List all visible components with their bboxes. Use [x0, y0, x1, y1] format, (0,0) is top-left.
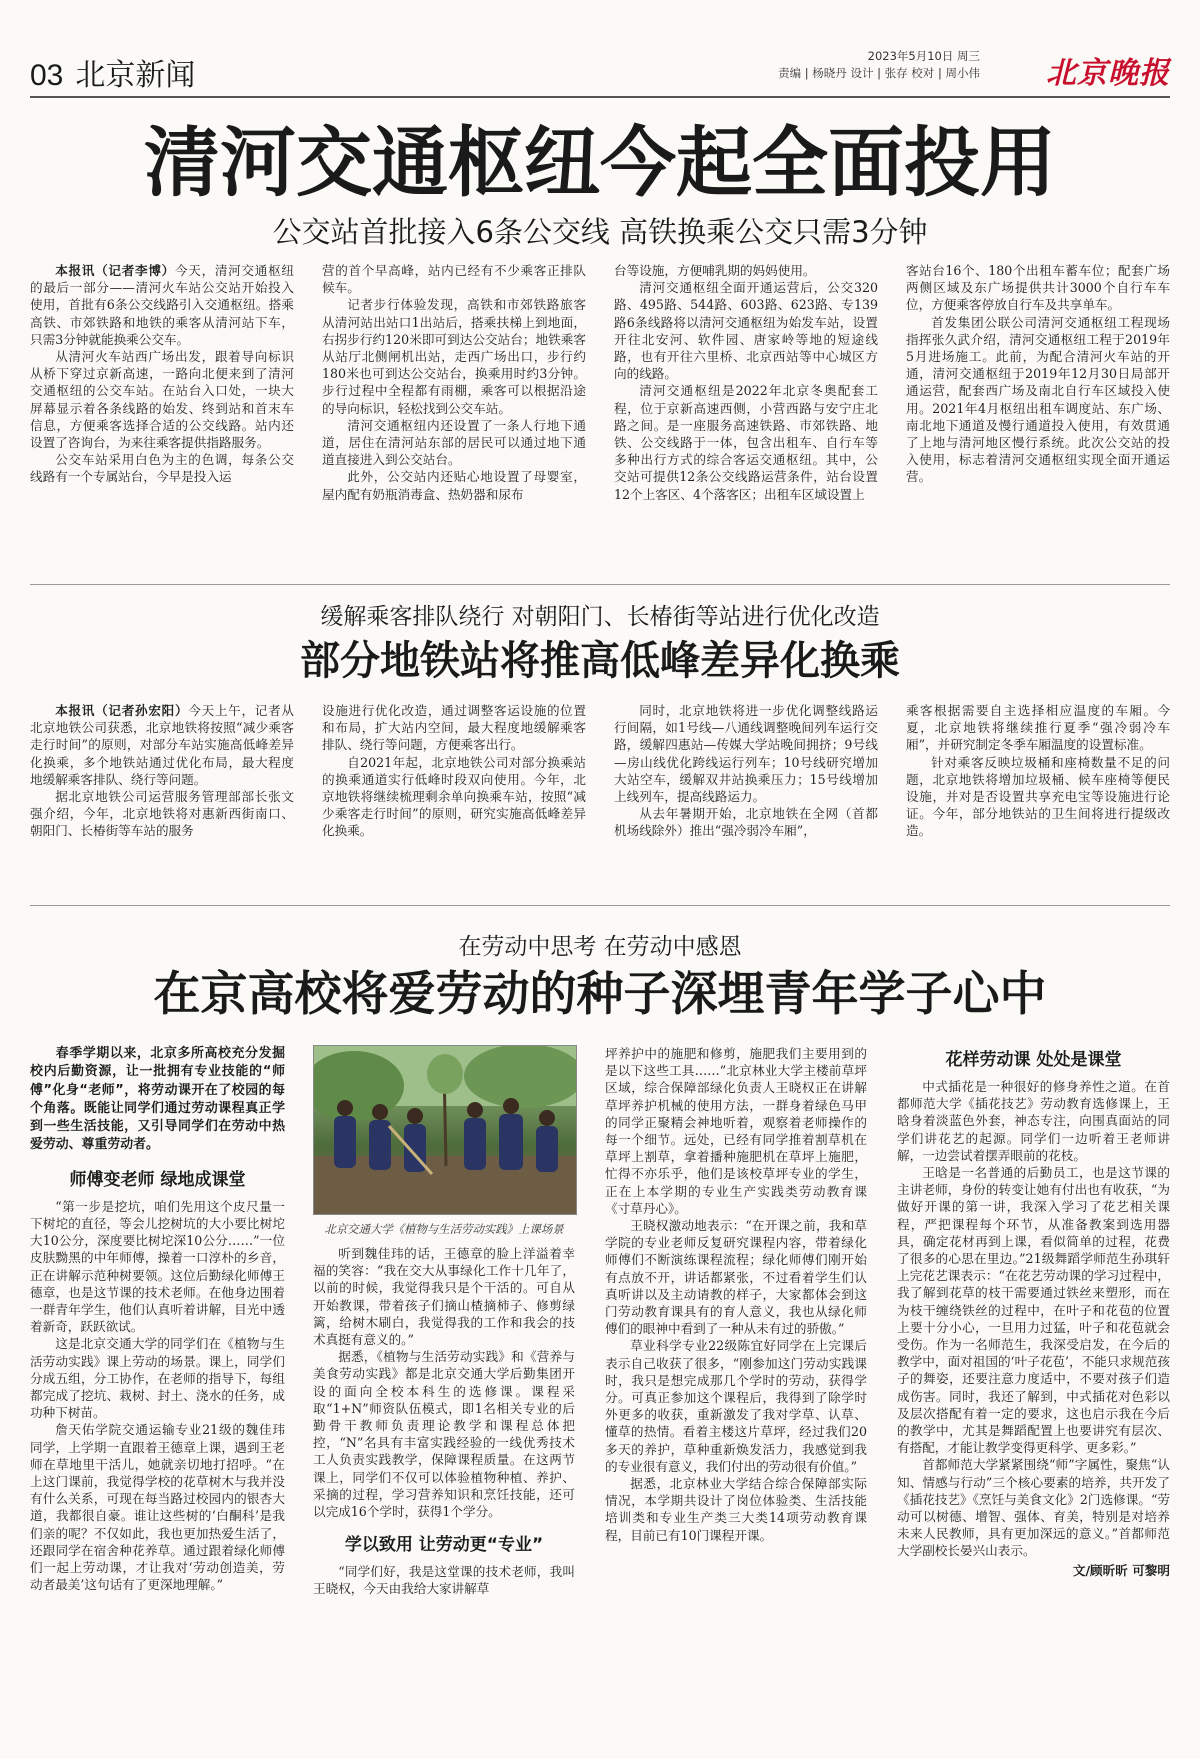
paragraph	[313, 1563, 575, 1597]
article1-column-2	[322, 262, 586, 567]
paragraph-text: 此外，公交站内还贴心地设置了母婴室，屋内配有奶瓶消毒盒、热奶器和尿布	[322, 469, 586, 502]
paragraph-text: 王晗是一名普通的后勤员工，也是这节课的主讲老师，身份的转变让她有付出也有收获，“为做好开课的第一讲，我深入学习了花艺相关课程，严把课程每个环节，从准备教案到选用器具，确定花材再到上课，看似简单的过程，花费了很多的心思在里边。”21级舞蹈学师范生孙琪轩上完花艺课表示：“在花艺劳动课的学习过程中，我了解到花草的枝干需要通过铁丝来塑形，而在为枝干缠绕铁丝的过程中，在叶子和花苞的位置上要十分小心，一旦用力过猛，叶子和花苞就会受伤。作为一名师范生，我深受启发，在今后的教学中，面对祖国的‘叶子花苞’，不能只求规范孩子的舞姿，还要注意力度适中，不要对孩子们造成伤害。同时，我还了解到，中式插花对色彩以及层次搭配有着一定的要求，这也启示我在今后的教学中，尤其是舞蹈配置上也要讲究有层次、有搭配，才能让教学变得更科学、更多彩。”	[897, 1165, 1170, 1456]
paragraph	[322, 754, 586, 840]
paragraph	[313, 1245, 575, 1348]
paragraph-text: 坪养护中的施肥和修剪，施肥我们主要用到的是以下这些工具……”北京林业大学主楼前草坪区域，综合保障部绿化负责人王晓权正在讲解草坪养护机械的使用方法，一群身着绿色马甲的同学正聚精会神地听着，观察着老师操作的每一个细节。远处，已经有同学推着割草机在草坪上割草，拿着播种施肥机在草坪上施肥，忙得不亦乐乎，他们是该校草坪专业的学生，正在上本学期的专业生产实践类劳动教育课《寸草丹心》。	[605, 1046, 867, 1216]
article3-column-2	[313, 1045, 575, 1598]
article3-column-2-text	[313, 1245, 575, 1520]
header-divider	[30, 96, 1170, 98]
page-number: 03	[30, 59, 64, 92]
paragraph	[322, 262, 586, 296]
paragraph-text: 据北京地铁公司运营服务管理部部长张文强介绍，今年，北京地铁将对惠新西街南口、朝阳门、长椿街等车站的服务	[30, 789, 294, 839]
paragraph-text: 客站台16个、180个出租车蓄车位；配套广场两侧区域及东广场提供共计3000个自行车车位，方便乘客停放自行车及共享单车。	[906, 263, 1170, 313]
article2-column-2	[322, 702, 586, 872]
paragraph-text: 草业科学专业22级陈宜好同学在上完课后表示自己收获了很多，“刚参加这门劳动实践课时，我只是想完成那几个学时的劳动，获得学分。可真正参加这个课程后，我得到了除学时外更多的收获，重新激发了我对学草、认草、懂草的热情。看着主楼这片草坪，经过我们20多天的养护，草种重新焕发活力，我感觉到我的专业很有意义，我们付出的劳动很有价值。”	[605, 1338, 867, 1474]
paragraph	[30, 451, 294, 485]
paragraph-text: 台等设施，方便哺乳期的妈妈使用。	[614, 263, 816, 278]
article3-column-4-text	[897, 1078, 1170, 1560]
paragraph	[30, 348, 294, 451]
article2-column-1	[30, 702, 294, 872]
editors-line: 责编 | 杨晓丹 设计 | 张存 校对 | 周小伟	[778, 66, 980, 80]
date-line: 2023年5月10日 周三	[867, 49, 980, 63]
paragraph	[614, 702, 878, 805]
paragraph	[906, 262, 1170, 314]
paragraph	[906, 314, 1170, 486]
paragraph-text: 首都师范大学紧紧围绕“师”字属性，聚焦“认知、情感与行动”三个核心要素的培养，共开发了《插花技艺》《烹饪与美食文化》2门选修课。“劳动可以树德、增智、强体、育美，特别是对培养未来人民教师，具有更加深远的意义。”首都师范大学副校长晏兴山表示。	[897, 1457, 1170, 1559]
paragraph	[897, 1456, 1170, 1559]
article2-body	[30, 702, 1170, 872]
paragraph	[322, 468, 586, 502]
paragraph	[313, 1348, 575, 1520]
paragraph	[605, 1045, 867, 1217]
paragraph	[30, 262, 294, 348]
article3-kicker: 在劳动中思考 在劳动中感恩	[458, 934, 742, 960]
paragraph-text: 今天上午，记者从北京地铁公司获悉，北京地铁将按照“减少乘客走行时间”的原则，对部分车站实施高低峰差异化换乘，多个地铁站通过优化布局，最大程度地缓解乘客排队、绕行等问题。	[30, 703, 294, 787]
article1-column-3	[614, 262, 878, 567]
article3-subhead-1: 师傅变老师 绿地成课堂	[69, 1169, 246, 1190]
paragraph	[906, 702, 1170, 754]
section-divider-1	[30, 584, 1170, 585]
section-divider-2	[30, 905, 1170, 906]
article2-title: 部分地铁站将推高低峰差异化换乘	[300, 638, 900, 684]
dateline: 本报讯（记者孙宏阳）	[55, 703, 189, 718]
paragraph	[897, 1078, 1170, 1164]
masthead-info	[778, 48, 980, 82]
paragraph	[30, 1421, 285, 1593]
paragraph-text: 乘客根据需要自主选择相应温度的车厢。今夏，北京地铁将继续推行夏季“强冷弱冷车厢”，并研究制定冬季车厢温度的设置标准。	[906, 703, 1170, 753]
paragraph	[30, 788, 294, 840]
article3-column-4	[897, 1045, 1170, 1579]
paragraph-text: 清河交通枢纽内还设置了一条人行地下通道，居住在清河站东部的居民可以通过地下通道直接进入到公交站台。	[322, 417, 586, 468]
paragraph-text: 从清河火车站西广场出发，跟着导向标识从桥下穿过京新高速，一路向北便来到了清河交通枢纽的公交车站。在站台入口处，一块大屏幕显示着各条线路的始发、终到站和首末车信息，方便乘客选择合适的公交线路。站内还设置了咨询台，为来往乘客提供指路服务。	[30, 349, 294, 451]
article1-column-4	[906, 262, 1170, 567]
article3-column-1-text	[30, 1198, 285, 1594]
paragraph	[322, 702, 586, 754]
paragraph-text: 王晓权激动地表示：“在开课之前，我和草学院的专业老师反复研究课程内容，带着绿化师傅们不断演练课程流程；绿化师傅们刚开始有点放不开，讲话都紧张，不过看着学生们认真听讲以及主动请教的样子，大家都体会到这门劳动教育课具有的育人意义，我也从绿化师傅们的眼神中看到了一种从未有过的骄傲。”	[605, 1218, 867, 1337]
paragraph-text: 今天，清河交通枢纽的最后一部分——清河火车站公交站开始投入使用，首批有6条公交线路引入交通枢纽。搭乘高铁、市郊铁路和地铁的乘客从清河站下车，只需3分钟就能换乘公交车。	[30, 263, 294, 347]
photo-caption: 北京交通大学《植物与生活劳动实践》上课场景	[324, 1222, 564, 1236]
paragraph-text: 首发集团公联公司清河交通枢纽工程现场指挥张久武介绍，清河交通枢纽工程于2019年5月进场施工。此前，为配合清河火车站的开通，清河交通枢纽于2019年12月30日局部开通运营，配套西广场及南北自行车区域投入使用。2021年4月枢纽出租车调度站、东广场、南北地下通道及慢行通道投入使用，有效贯通了上地与清河地区慢行系统。此次公交站的投入使用，标志着清河交通枢纽实现全面开通运营。	[906, 314, 1170, 485]
photo-illustration	[314, 1046, 576, 1214]
article3-column-3	[605, 1045, 867, 1544]
paragraph	[614, 262, 878, 279]
paragraph	[605, 1217, 867, 1337]
paragraph	[614, 279, 878, 382]
paragraph-text: 听到魏佳玮的话，王德章的脸上洋溢着幸福的笑容：“我在交大从事绿化工作十几年了，以前的时候，我觉得我只是个干活的。可自从开始教课，带着孩子们摘山楂摘柿子、修剪绿篱，给树木刷白，我觉得我的工作和我会的技术真挺有意义的。”	[313, 1246, 575, 1348]
article3-column-2b-text	[313, 1563, 575, 1597]
article2-column-3	[614, 702, 878, 872]
article3-subhead-2: 学以致用 让劳动更“专业”	[344, 1535, 544, 1556]
newspaper-logo: 北京晚报	[1046, 56, 1170, 91]
paragraph-text: 这是北京交通大学的同学们在《植物与生活劳动实践》课上劳动的场景。课上，同学们分成五组，分工协作，在老师的指导下，每组都完成了挖坑、栽树、封土、浇水的任务，成功种下树苗。	[30, 1336, 285, 1421]
paragraph	[614, 382, 878, 502]
article3-column-1	[30, 1045, 285, 1593]
article2-kicker: 缓解乘客排队绕行 对朝阳门、长椿街等站进行优化改造	[320, 604, 880, 630]
paragraph	[30, 1335, 285, 1421]
paragraph	[605, 1337, 867, 1475]
article1-column-1	[30, 262, 294, 567]
paragraph	[605, 1475, 867, 1544]
article3-byline: 文/顾昕昕 可黎明	[1072, 1562, 1170, 1578]
paragraph	[906, 754, 1170, 840]
article3-subhead-3: 花样劳动课 处处是课堂	[945, 1050, 1122, 1070]
paragraph-text: 自2021年起，北京地铁公司对部分换乘站的换乘通道实行低峰时段双向使用。今年，北京地铁将继续梳理剩余单向换乘车站，按照“减少乘客走行时间”的原则，研究实施高低峰差异化换乘。	[322, 754, 586, 839]
paragraph	[614, 805, 878, 839]
paragraph-text: “同学们好，我是这堂课的技术老师，我叫王晓权，今天由我给大家讲解草	[313, 1564, 575, 1597]
paragraph-text: 同时，北京地铁将进一步优化调整线路运行间隔，如1号线—八通线调整晚间列车运行交路，缓解四惠站—传媒大学站晚间拥挤；9号线—房山线优化跨线运行列车；10号线研究增加大站空车，缓解双井站换乘压力；15号线增加上线列车，提高线路运力。	[614, 703, 878, 805]
page-section	[30, 50, 195, 94]
article1-subtitle: 公交站首批接入6条公交线 高铁换乘公交只需3分钟	[272, 215, 928, 249]
paragraph-text: 设施进行优化改造，通过调整客运设施的位置和布局，扩大站内空间，最大程度地缓解乘客排队、绕行等问题，方便乘客出行。	[322, 703, 586, 753]
paragraph	[30, 1198, 285, 1336]
paragraph	[897, 1164, 1170, 1456]
paragraph-text: 记者步行体验发现，高铁和市郊铁路旅客从清河站出站口1出站后，搭乘扶梯上到地面，右拐步行约120米即可到达公交站台；地铁乘客从站厅北侧闸机出站，走西广场出口，步行约180米也可到达公交站台，换乘用时约3分钟。步行过程中全程都有雨棚，乘客可以根据沿途的导向标识，轻松找到公交车站。	[322, 297, 586, 416]
paragraph	[30, 702, 294, 788]
article2-column-4	[906, 702, 1170, 872]
section-name: 北京新闻	[75, 58, 196, 93]
paragraph-text: 针对乘客反映垃圾桶和座椅数量不足的问题，北京地铁将增加垃圾桶、候车座椅等便民设施，并对是否设置共享充电宝等设施进行论证。今年，部分地铁站的卫生间将进行提级改造。	[906, 754, 1170, 839]
page-header	[30, 40, 1170, 96]
paragraph	[322, 296, 586, 416]
article3-body	[30, 1045, 1170, 1735]
article3-column-3-text	[605, 1045, 867, 1544]
paragraph-text: 中式插花是一种很好的修身养性之道。在首都师范大学《插花技艺》劳动教育选修课上，王晗身着淡蓝色外套，神态专注，向围真面站的同学们讲花艺的起源。同学们一边听着王老师讲解，一边尝试着摆弄眼前的花枝。	[897, 1079, 1170, 1163]
paragraph-text: 据悉，北京林业大学结合综合保障部实际情况，本学期共设计了岗位体验类、生活技能培训类和专业生产类三大类14项劳动教育课程，目前已有10门课程开课。	[605, 1476, 867, 1543]
paragraph-text: 据悉，《植物与生活劳动实践》和《营养与美食劳动实践》都是北京交通大学后勤集团开设的面向全校本科生的选修课。课程采取“1+N”师资队伍模式，即1名相关专业的后勤骨干教师负责理论教学和课程总体把控，“N”名具有丰富实践经验的一线优秀技术工人负责实践教学，保障课程质量。在这两节课上，同学们不仅可以体验植物种植、养护、采摘的过程，学习营养知识和烹饪技能，还可以完成16个学时，获得1个学分。	[313, 1349, 575, 1520]
article1-body	[30, 262, 1170, 567]
paragraph-text: 清河交通枢纽是2022年北京冬奥配套工程，位于京新高速西侧，小营西路与安宁庄北路之间。是一座服务高速铁路、市郊铁路、地铁、公交线路于一体，包含出租车、自行车等多种出行方式的综合客运交通枢纽。其中，公交站可提供12条公交线路运营条件，站台设置12个上客区、4个落客区；出租车区域设置上	[614, 383, 878, 502]
article3-title: 在京高校将爱劳动的种子深埋青年学子心中	[153, 967, 1047, 1022]
paragraph-text: “第一步是挖坑，咱们先用这个皮尺量一下树坨的直径，等会儿挖树坑的大小要比树坨大10公分，深度要比树坨深10公分……”一位皮肤黝黑的中年师傅，操着一口淳朴的乡音，正在讲解示范种树要领。这位后勤绿化师傅王德章，也是这节课的技术老师。在他身边围着一群青年学生，他们认真听着讲解，目光中透着新奇，跃跃欲试。	[30, 1198, 285, 1335]
article3-lead: 春季学期以来，北京多所高校充分发掘校内后勤资源，让一批拥有专业技能的“师傅”化身“老师”，将劳动课开在了校园的每个角落。既能让同学们通过劳动课程真正学到一些生活技能，又引导同学们在劳动中热爱劳动、尊重劳动者。	[30, 1046, 285, 1153]
paragraph-text: 詹天佑学院交通运输专业21级的魏佳玮同学，上学期一直跟着王德章上课，遇到王老师在草地里干活儿，她就亲切地打招呼。“在上这门课前，我觉得学校的花草树木与我并没有什么关系，可现在每当路过校园内的银杏大道，我都很自豪。谁让这些树的‘白酮科’是我们亲的呢？不仅如此，我也更加热爱生活了，还跟同学在宿舍种花养草。通过跟着绿化师傅们一起上劳动课，才让我对‘劳动创造美，劳动者最美’这句话有了更深地理解。”	[30, 1422, 285, 1593]
paragraph-text: 从去年暑期开始，北京地铁在全网（首都机场线除外）推出“强冷弱冷车厢”，	[614, 806, 878, 839]
article3-photo	[313, 1045, 577, 1215]
dateline: 本报讯（记者李博）	[55, 263, 175, 278]
paragraph-text: 清河交通枢纽全面开通运营后，公交320路、495路、544路、603路、623路、专139路6条线路将以清河交通枢纽为始发车站，设置开往北安河、软件园、唐家岭等地的短途线路，也有开往六里桥、北京西站等中心城区方向的线路。	[614, 280, 878, 382]
paragraph-text: 公交车站采用白色为主的色调，每条公交线路有一个专属站台，今早是投入运	[30, 452, 294, 485]
paragraph	[322, 417, 586, 469]
article1-title: 清河交通枢纽今起全面投用	[144, 118, 1056, 207]
paragraph-text: 营的首个早高峰，站内已经有不少乘客正排队候车。	[322, 263, 586, 296]
